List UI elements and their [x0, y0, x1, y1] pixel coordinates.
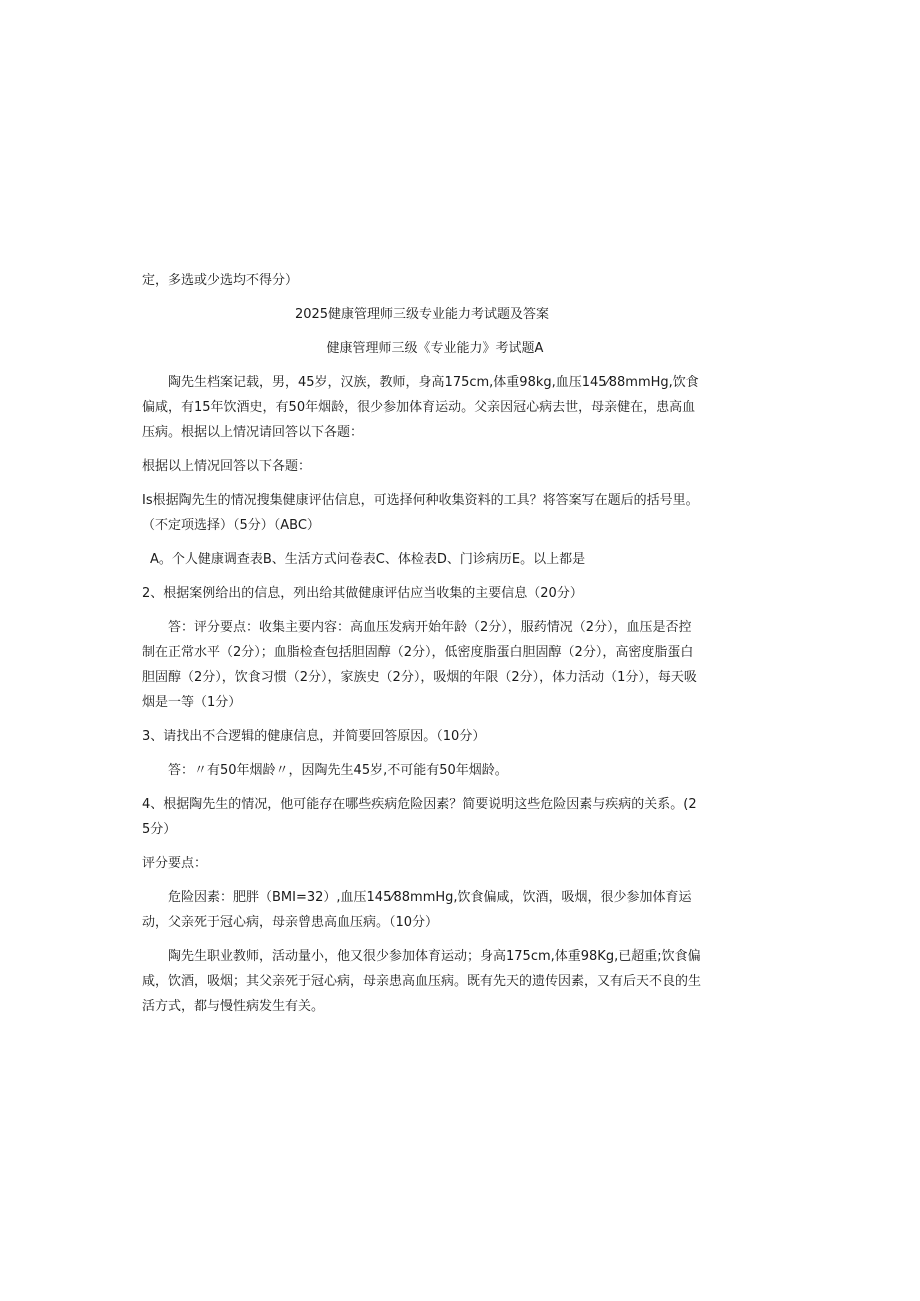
document-page [142, 268, 702, 1019]
case-description: 陶先生档案记载，男，45岁，汉族，教师，身高175cm,体重98kg,血压145⁄88mmHg,饮食偏咸，有15年饮酒史，有50年烟龄，很少参加体育运动。父亲因冠心病去世，母亲健在，患高血压病。根据以上情况请回答以下各题： [142, 375, 699, 440]
instruction-fragment: 定，多选或少选均不得分） [142, 273, 299, 288]
question-3: 3、请找出不合逻辑的健康信息，并简要回答原因。（10分） [142, 729, 486, 744]
answer-2: 答：评分要点：收集主要内容：高血压发病开始年龄（2分），服药情况（2分），血压是否控制在正常水平（2分）；血脂检查包括胆固醇（2分），低密度脂蛋白胆固醇（2分），高密度脂蛋白胆固醇（2分），饮食习惯（2分），家族史（2分），吸烟的年限（2分），体力活动（1分），每天吸烟是一等（1分） [142, 620, 697, 710]
answer-3: 答：〃有50年烟龄〃，因陶先生45岁,不可能有50年烟龄。 [168, 763, 508, 778]
question-2: 2、根据案例给出的信息，列出给其做健康评估应当收集的主要信息（20分） [142, 586, 583, 601]
exam-subtitle: 健康管理师三级《专业能力》考试题A [326, 341, 544, 356]
question-intro: 根据以上情况回答以下各题： [142, 459, 312, 474]
risk-factors: 危险因素：肥胖（BMI=32）,血压145⁄88mmHg,饮食偏咸，饮酒，吸烟，很少参加体育运动，父亲死于冠心病，母亲曾患高血压病。（10分） [142, 890, 692, 930]
question-4: 4、根据陶先生的情况，他可能存在哪些疾病危险因素？简要说明这些危险因素与疾病的关系。(25分） [142, 797, 697, 837]
document-title: 2025健康管理师三级专业能力考试题及答案 [294, 307, 550, 322]
question-1: Is根据陶先生的情况搜集健康评估信息，可选择何种收集资料的工具？将答案写在题后的括号里。（不定项选择）（5分）（ABC） [142, 493, 699, 533]
risk-explanation: 陶先生职业教师，活动量小，他又很少参加体育运动；身高175cm,体重98Kg,已超重;饮食偏咸，饮酒，吸烟；其父亲死于冠心病，母亲患高血压病。既有先天的遗传因素，又有后天不良的生活方式，都与慢性病发生有关。 [142, 949, 702, 1014]
question-1-options: A。个人健康调查表B、生活方式问卷表C、体检表D、门诊病历E。以上都是 [150, 552, 586, 567]
scoring-points-label: 评分要点： [142, 856, 208, 871]
